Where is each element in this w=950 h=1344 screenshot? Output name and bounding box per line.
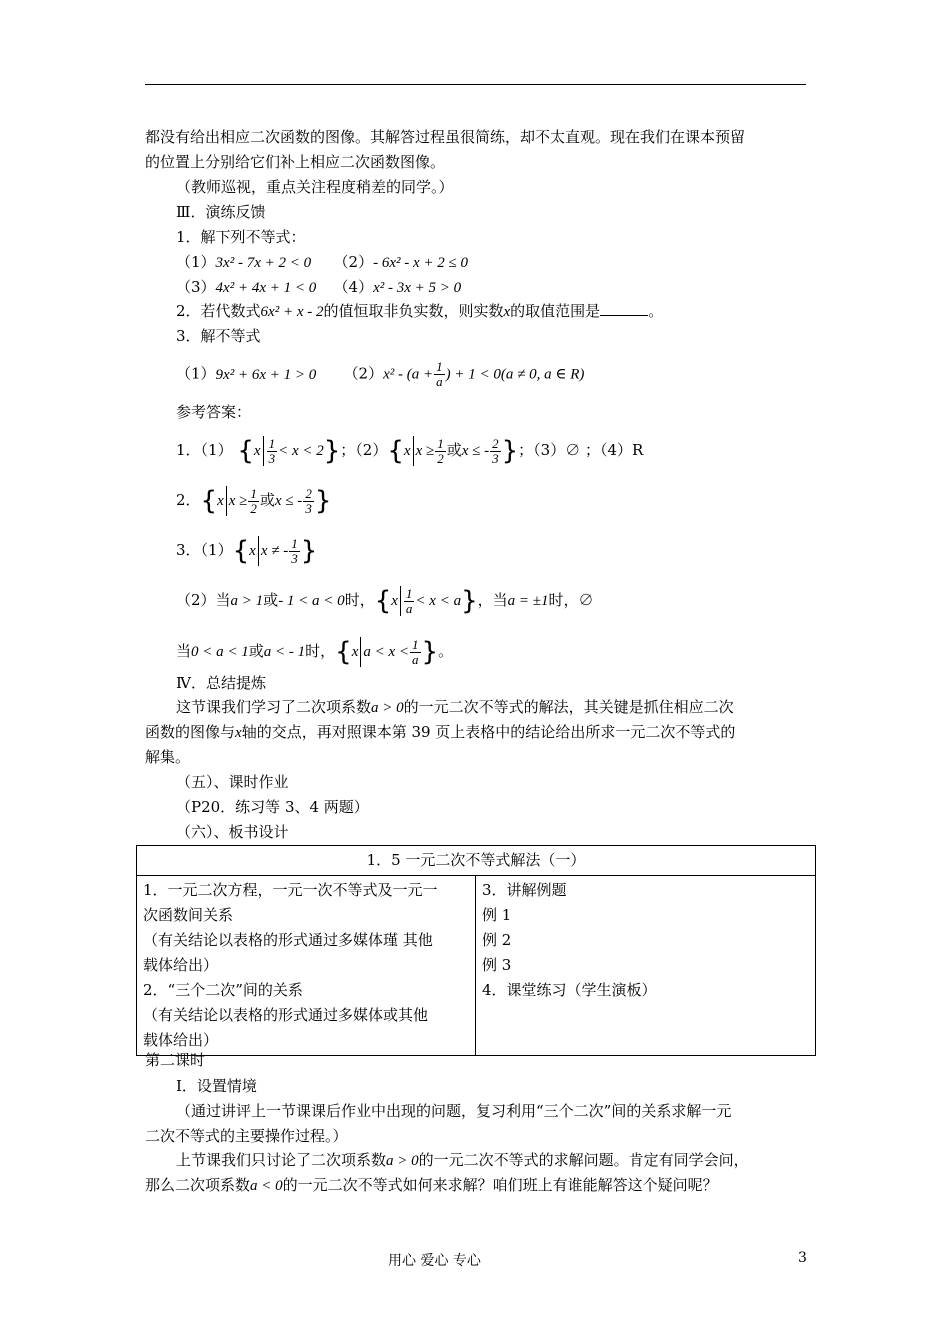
inequality-expr-part: ) + 1 < 0(a ≠ 0, a ∈ R) bbox=[445, 366, 585, 383]
text: 的值恒取非负实数，则实数 bbox=[323, 302, 504, 320]
page-number: 3 bbox=[798, 1250, 807, 1266]
answer-blank bbox=[600, 301, 648, 316]
exercise-3-prompt: 3．解不等式 bbox=[176, 327, 261, 345]
board-line: 2．“三个二次”间的关系 bbox=[143, 981, 303, 999]
fraction: $\frac{1}{2}$ bbox=[250, 485, 257, 516]
exercise-1-row-1 bbox=[176, 252, 468, 273]
second-p2: 二次不等式的主要操作过程。） bbox=[145, 1127, 348, 1145]
expression: 6x² + x - 2 bbox=[260, 304, 324, 320]
exercise-3-items bbox=[176, 360, 584, 389]
setting-scene-heading: Ⅰ．设置情境 bbox=[176, 1077, 257, 1095]
answer-3-2: （2）当a > 1或- 1 < a < 0时，{x $\frac{1}{a}$ < x < a}，当a = ±1时，∅ bbox=[176, 585, 594, 616]
fraction: $\frac{1}{a}$ bbox=[412, 636, 419, 667]
answer-3-3: 当0 < a < 1或a < - 1时，{x a < x < $\frac{1}{a}$ }。 bbox=[176, 636, 454, 667]
intro-paragraph-line-1: 都没有给出相应二次函数的图像。其解答过程虽很简练，却不太直观。现在我们在课本预留 bbox=[145, 128, 746, 146]
board-line: （有关结论以表格的形式通过多媒体或其他 bbox=[143, 1006, 429, 1024]
second-p3: 上节课我们只讨论了二次项系数a > 0的一元二次不等式的求解问题。肯定有同学会问， bbox=[176, 1151, 749, 1169]
item-label: （1） bbox=[176, 253, 216, 271]
intro-paragraph-line-2: 的位置上分别给它们补上相应二次函数图像。 bbox=[145, 153, 446, 171]
board-design-heading: （六）、板书设计 bbox=[176, 823, 289, 841]
board-line: 3．讲解例题 bbox=[482, 881, 567, 899]
text: 的取值范围是 bbox=[510, 302, 601, 320]
answer-1: 1．（1） {x $\frac{1}{3}$ < x < 2}；（2）{x x ≥ $\frac{1}{2}$ 或x ≤ - $\frac{2}{3}$ }；（3）∅ ；（4）R bbox=[176, 435, 644, 466]
section3-heading: Ⅲ．演练反馈 bbox=[176, 203, 266, 221]
second-lesson-heading: 第二课时 bbox=[145, 1051, 206, 1069]
inequality-expr-part: x² - (a + bbox=[383, 366, 434, 383]
item-label: （3） bbox=[176, 278, 216, 296]
homework-heading: （五）、课时作业 bbox=[176, 773, 289, 791]
footer-motto: 用心 爱心 专心 bbox=[388, 1253, 481, 1269]
fraction: $\frac{1}{2}$ bbox=[437, 435, 444, 466]
inequality-expr: x² - 3x + 5 > 0 bbox=[373, 280, 462, 296]
label: 1．（1） bbox=[176, 441, 233, 459]
fraction: $\frac{1}{3}$ bbox=[268, 435, 276, 466]
second-p4: 那么二次项系数a < 0的一元二次不等式如何来求解？咱们班上有谁能解答这个疑问呢？ bbox=[145, 1176, 718, 1194]
text: 。 bbox=[648, 302, 664, 320]
inequality-expr: - 6x² - x + 2 ≤ 0 bbox=[373, 255, 469, 271]
homework-content: （P20．练习等 3、4 两题） bbox=[176, 798, 369, 816]
header-rule bbox=[145, 84, 806, 85]
board-line: 载体给出） bbox=[143, 1031, 219, 1049]
board-line: 例 3 bbox=[482, 956, 512, 974]
summary-line-1: 这节课我们学习了二次项系数a > 0的一元二次不等式的解法，其关键是抓住相应二次 bbox=[176, 698, 734, 716]
inequality-expr: 3x² - 7x + 2 < 0 bbox=[215, 255, 312, 271]
exercise-1-prompt: 1．解下列不等式： bbox=[176, 228, 306, 246]
board-line: 载体给出） bbox=[143, 956, 219, 974]
inequality-expr: 9x² + 6x + 1 > 0 bbox=[215, 366, 317, 383]
board-design-table bbox=[136, 845, 816, 1056]
section4-heading: Ⅳ．总结提炼 bbox=[176, 674, 266, 692]
board-title: 1．5 一元二次不等式解法（一） bbox=[137, 846, 816, 876]
second-p1: （通过讲评上一节课课后作业中出现的问题，复习利用“三个二次”间的关系求解一元 bbox=[176, 1102, 732, 1120]
board-line: 例 2 bbox=[482, 931, 512, 949]
variable-x: x bbox=[503, 304, 511, 320]
fraction: $\frac{2}{3}$ bbox=[492, 435, 499, 466]
board-line: 1．一元二次方程，一元一次不等式及一元一 bbox=[143, 881, 438, 899]
teacher-note: （教师巡视，重点关注程度稍差的同学。） bbox=[176, 178, 454, 196]
summary-line-2: 函数的图像与x轴的交点，再对照课本第 39 页上表格中的结论给出所求一元二次不等式的 bbox=[145, 723, 736, 741]
fraction: $\frac{1}{a}$ bbox=[405, 585, 413, 616]
board-line: 例 1 bbox=[482, 906, 512, 924]
text: 2．若代数式 bbox=[176, 302, 261, 320]
answer-2: 2．{x x ≥ $\frac{1}{2}$ 或x ≤ - $\frac{2}{3}$ } bbox=[176, 485, 332, 516]
exercise-1-row-2 bbox=[176, 277, 461, 298]
board-line: 次函数间关系 bbox=[143, 906, 234, 924]
exercise-2 bbox=[176, 301, 663, 322]
fraction: $\frac{2}{3}$ bbox=[305, 485, 312, 516]
inequality-expr: 4x² + 4x + 1 < 0 bbox=[215, 280, 317, 296]
board-line: 4．课堂练习（学生演板） bbox=[482, 981, 657, 999]
fraction: $\frac{1}{a}$ bbox=[436, 359, 443, 389]
item-label: （2） bbox=[343, 364, 384, 383]
summary-line-3: 解集。 bbox=[145, 748, 191, 766]
fraction: $\frac{1}{3}$ bbox=[291, 535, 298, 566]
answer-3-1: 3．（1）{x x ≠ - $\frac{1}{3}$ } bbox=[176, 535, 318, 566]
item-label: （1） bbox=[176, 364, 216, 383]
item-label: （4） bbox=[333, 278, 374, 296]
item-label: （2） bbox=[333, 253, 374, 271]
board-line: （有关结论以表格的形式通过多媒体瑾 其他 bbox=[143, 931, 433, 949]
board-right-cell bbox=[476, 876, 816, 1056]
board-left-cell bbox=[137, 876, 476, 1056]
answers-heading: 参考答案： bbox=[176, 403, 252, 421]
